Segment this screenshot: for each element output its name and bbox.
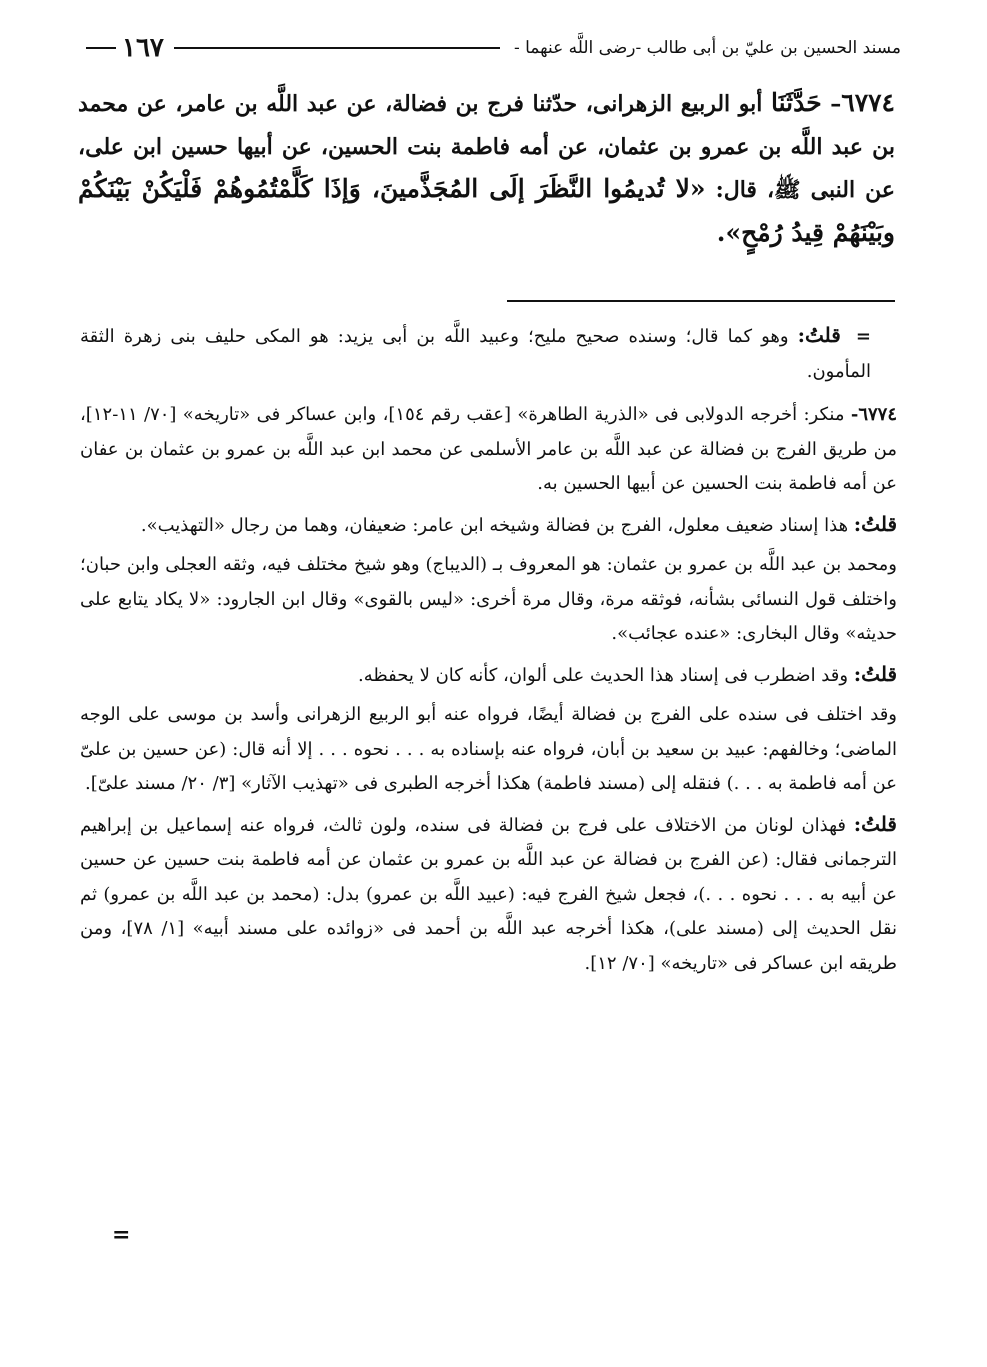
qultu-label: قلتُ:	[853, 811, 897, 836]
hadith-matn: «لا تُديمُوا النَّظَرَ إلَى المُجَذَّمينَ، وَإذَا كَلَّمْتُمُوهُمْ فَلْيَكُنْ بَيْنَكُمْ وبَيْنَهُمْ قِيدُ رُمْحٍ».	[78, 174, 895, 247]
note-ikhtilaf	[80, 698, 897, 802]
continuation-text: وهو كما قال؛ وسنده صحيح مليح؛ وعبيد اللَّه بن أبى يزيد: هو المكى حليف بنى زهرة الثقة المأمون.	[80, 326, 871, 382]
footnote-divider	[507, 300, 895, 302]
hadith-haddathana: حَدَّثَنَا	[770, 88, 822, 117]
commentary	[80, 318, 897, 986]
note-text: وقد اضطرب فى إسناد هذا الحديث على ألوان، كأنه كان لا يحفظه.	[358, 664, 849, 686]
takhrij-text: منكر: أخرجه الدولابى فى «الذرية الطاهرة» [عقب رقم ١٥٤]، وابن عساكر فى «تاريخه» [٧٠/ ١١-١٢]، من طريق الفرج بن فضالة عن عبد اللَّه بن عامر الأسلمى عن محمد ابن عبد اللَّه بن عمرو بن عثمان بن عفان عن أمه فاطمة بنت الحسين عن أبيها الحسين به.	[80, 404, 897, 494]
note-qultu-1	[80, 507, 897, 544]
note-ref-number: ٦٧٧٤-	[850, 404, 897, 425]
running-header	[86, 30, 901, 66]
note-takhrij	[80, 398, 897, 502]
note-narrator	[80, 548, 897, 652]
note-qultu-3	[80, 807, 897, 982]
note-continuation	[80, 318, 897, 389]
note-text: هذا إسناد ضعيف معلول، الفرج بن فضالة وشيخه ابن عامر: ضعيفان، وهما من رجال «التهذيب».	[140, 514, 849, 536]
header-title: مسند الحسين بن عليّ بن أبى طالب -رضى اللَّه عنهما -	[513, 38, 901, 58]
note-qultu-2	[80, 657, 897, 694]
hadith-number: ٦٧٧٤	[841, 88, 895, 117]
hadith-text: ٦٧٧٤– حَدَّثَنَا أبو الربيع الزهرانى، حدّثنا فرج بن فضالة، عن عبد اللَّه بن عامر، عن محمد بن عبد اللَّه بن عمرو بن عثمان، عن أمه فاطمة بنت الحسين، عن أبيها حسين ابن على، عن النبى ﷺ، قال: «لا تُديمُوا النَّظَرَ إلَى المُجَذَّمينَ، وَإذَا كَلَّمْتُمُوهُمْ فَلْيَكُنْ بَيْنَكُمْ وبَيْنَهُمْ قِيدُ رُمْحٍ».	[78, 88, 895, 247]
page-number: ١٦٧	[122, 33, 164, 63]
note-text: وقد اختلف فى سنده على الفرج بن فضالة أيضًا، فرواه عنه أبو الربيع الزهرانى وأسد بن موسى على الوجه الماضى؛ وخالفهم: عبيد بن سعيد بن أبان، فرواه عنه بإسناده به . . . نحوه . . . إلا أنه قال: (عن حسين بن علىّ عن أمه فاطمة به . . .) فنقله إلى (مسند فاطمة) هكذا أخرجه الطبرى فى «تهذيب الآثار» [٣/ ٢٠/ مسند علىّ].	[80, 704, 897, 794]
note-text: ومحمد بن عبد اللَّه بن عمرو بن عثمان: هو المعروف بـ (الديباج) وهو شيخ مختلف فيه، وثقه العجلى وابن حبان؛ واختلف قول النسائى بشأنه، فوثقه مرة، وقال مرة أخرى: «ليس بالقوى» وقال ابن الجارود: «لا يكاد يتابع على حديثه» وقال البخارى: «عنده عجائب».	[80, 554, 897, 644]
qultu-label: قلتُ:	[797, 323, 841, 347]
hadith-isnad: أبو الربيع الزهرانى، حدّثنا فرج بن فضالة، عن عبد اللَّه بن عامر، عن محمد بن عبد اللَّه بن عمرو بن عثمان، عن أمه فاطمة بنت الحسين، عن أبيها حسين ابن على، عن النبى ﷺ، قال:	[78, 91, 895, 203]
qultu-label: قلتُ:	[853, 661, 897, 686]
header-dash	[86, 47, 116, 49]
continuation-end-mark: =	[112, 1222, 131, 1248]
note-text: فهذان لونان من الاختلاف على فرج بن فضالة فى سنده، ولون ثالث، فرواه عنه إسماعيل بن إبراهيم الترجمانى فقال: (عن الفرج بن فضالة عن عبد اللَّه بن عمرو بن عثمان عن أمه فاطمة بنت حسين عن حسين عن أبيه به . . . نحوه . . .)، فجعل شيخ الفرج فيه: (عبيد اللَّه بن عمرو) بدل: (محمد بن عبد اللَّه بن عمرو) ثم نقل الحديث إلى (مسند على)، هكذا أخرجه عبد اللَّه بن أحمد فى «زوائده على مسند أبيه» [١/ ٧٨]، ومن طريقه ابن عساكر فى «تاريخه» [٧٠/ ١٢].	[80, 814, 897, 974]
continuation-mark: =	[855, 326, 871, 347]
header-rule	[174, 47, 500, 49]
qultu-label: قلتُ:	[853, 511, 897, 536]
